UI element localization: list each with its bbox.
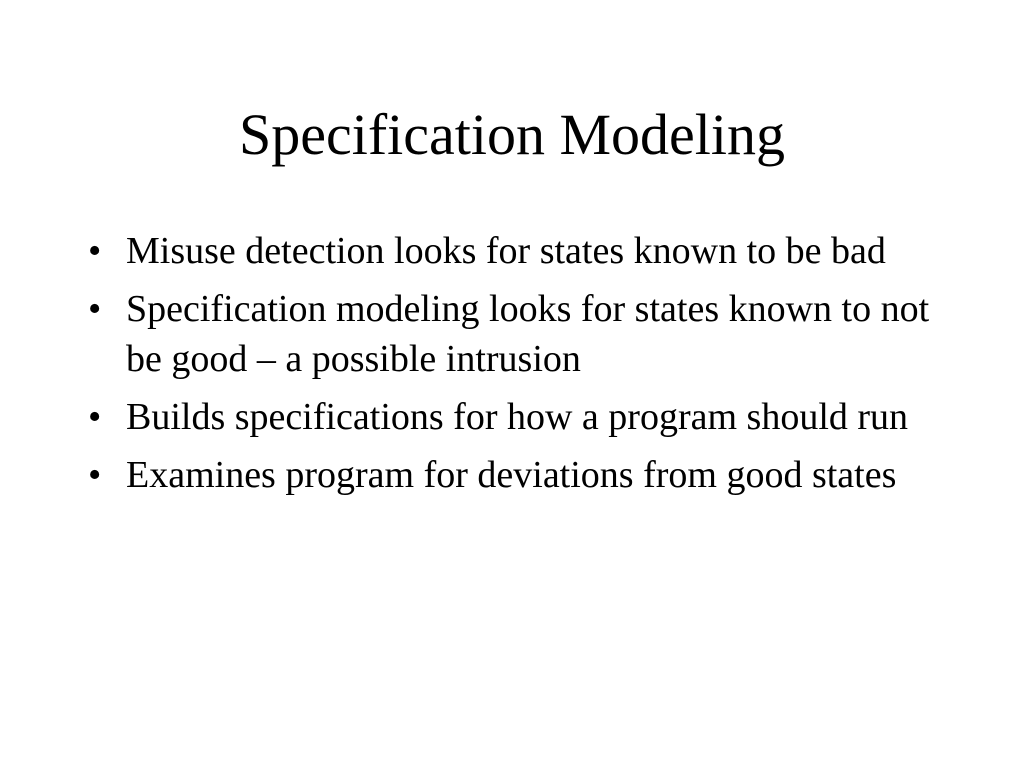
bullet-item-4 bbox=[88, 450, 948, 500]
bullet-text: Builds specifications for how a program should run bbox=[126, 396, 909, 438]
bullet-text: Misuse detection looks for states known to be bad bbox=[126, 230, 886, 272]
bullet-icon: • bbox=[88, 396, 102, 438]
bullet-text: Examines program for deviations from good states bbox=[126, 454, 897, 496]
bullet-item-1 bbox=[88, 226, 948, 276]
bullet-icon: • bbox=[88, 230, 102, 272]
bullet-text: Specification modeling looks for states known to not be good – a possible intrusion bbox=[126, 288, 930, 380]
bullet-item-3 bbox=[88, 392, 948, 442]
slide-title: Specification Modeling bbox=[238, 102, 786, 167]
bullet-item-2 bbox=[88, 284, 948, 384]
bullet-list bbox=[88, 226, 948, 508]
bullet-icon: • bbox=[88, 288, 102, 330]
bullet-icon: • bbox=[88, 454, 102, 496]
